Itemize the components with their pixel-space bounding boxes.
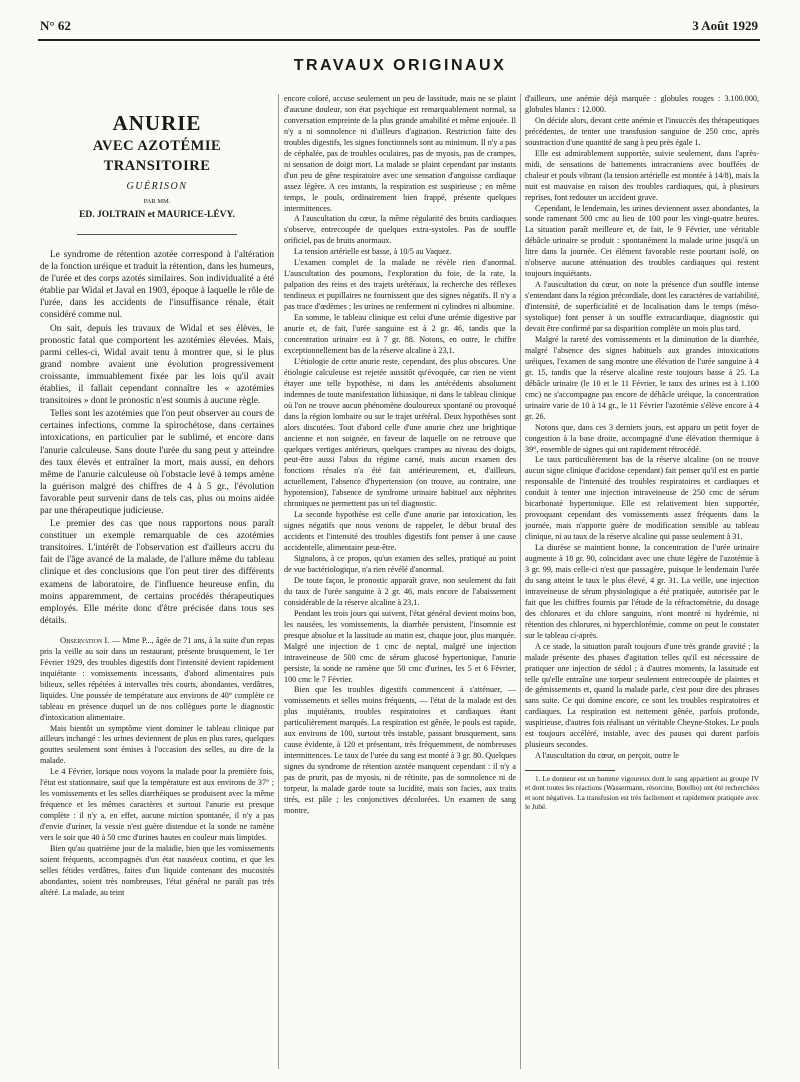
column-1	[40, 94, 274, 1074]
paragraph: L'examen complet de la malade ne révèle rien d'anormal. L'auscultation des poumons, l'exploration du foie, de la rate, la palpation des reins et des trajets urétéraux, la recherche des réflexes tendineux et pupillaires ne fournissent que des signes négatifs. Il n'y a pas trace d'œdèmes ; les urines ne renferment ni cylindres ni albumine.	[284, 258, 516, 312]
section-title: TRAVAUX ORIGINAUX	[293, 57, 507, 74]
paragraph: Elle est admirablement supportée, suivie seulement, dans l'après-midi, de sensations de battements intracraniens avec bouffées de chaleur et pouls vibrant (la tension artérielle est montée à 14/8), mais la nuit est mauvaise en raison des troubles cardiaques, qui, à plusieurs reprises, font redouter un accident grave.	[525, 148, 759, 202]
paragraph: Mais bientôt un symptôme vient dominer le tableau clinique par ailleurs inchangé : les urines deviennent de plus en plus rares, quelques gouttes seulement sont émises à l'occasion des selles, au dire de la malade.	[40, 723, 274, 766]
observation-heading: Observation I.	[60, 634, 110, 645]
paragraph: Le syndrome de rétention azotée correspond à l'altération de la fonction uréique et traduit la rétention, dans les humeurs, de l'urée et des corps azotés similaires. Son individualité a été établie par Widal et Javal en 1903, époque à laquelle le rôle de l'urée, dans les accidents de l'insuffisance rénale, était considéré comme nul.	[40, 250, 274, 321]
paragraph: On sait, depuis les travaux de Widal et ses élèves, le pronostic fatal que comportent les azotémies élevées. Mais, parmi celles-ci, Widal avait tenu à montrer que, si le plus grand nombre avaient une évolution progressivement croissante, immuablement fixée par les lois qu'il avait établies, il fallait cependant connaître les « azotémies transitoires » dont le pronostic n'est soumis à aucune règle.	[40, 323, 274, 407]
issue-number: N° 62	[40, 18, 71, 33]
title-rule	[77, 234, 237, 235]
paragraph: A l'auscultation du cœur, on perçoit, outre le	[535, 751, 679, 761]
paragraph: Malgré la rareté des vomissements et la diminution de la diarrhée, malgré l'absence des signes habituels aux grandes intoxications uréiques, l'examen de sang montre une élévation de l'urée sanguine à 4 gr. 15, tandis que la réserve alcaline reste toujours basse à 25. La débâcle urinaire (le 10 et le 11 Février, le taux des urines est à 1.100 cmc) ne s'accompagne pas encore de débâcle uréique, la concentration urinaire varie de 10 à 14 gr., le 11 Février l'azotémie s'élève encore à 4 gr. 26.	[525, 334, 759, 421]
paragraph: En somme, le tableau clinique est celui d'une urémie digestive par anurie et, de fait, l'urée sanguine est à 2 gr. 46, tandis que la concentration urinaire est à 7 gr. 88. Notons, en outre, le chiffre exceptionnellement bas de la réserve alcaline à 23,1.	[284, 313, 516, 355]
paragraph: Le 4 Février, lorsque nous voyons la malade pour la première fois, l'état est stationnaire, sauf que la température est aux environs de 37° ; les vomissements et les selles diarrhéiques se produisent avec la même fréquence et les mêmes caractères et surtout l'anurie est presque complète : il n'y a, en effet, aucune miction spontanée, il n'y a pas d'envie d'uriner, la vessie n'est guère distendue et la sonde ne ramène vers le soir que 40 à 50 cmc d'urines hautes en couleur mais limpides.	[40, 767, 274, 843]
issue-date: 3 Août 1929	[692, 18, 758, 33]
column-divider	[520, 94, 521, 1069]
paragraph: A l'auscultation du cœur, la même régularité des bruits cardiaques s'observe, entrecoupée de quelques extra-systoles. Pas de souffle orificiel, pas de bruits anormaux.	[284, 214, 516, 246]
paragraph: encore coloré, accuse seulement un peu de lassitude, mais ne se plaint d'aucune douleur, son état psychique est remarquablement normal, sa conversation empreinte de la plus grande amabilité et même enjouée. Il n'y a ni somnolence ni d'ailleurs d'agitation. Restriction faite des troubles digestifs, les signes fonctionnels sont au minimum. Il n'y a pas de céphalée, pas de troubles oculaires, pas de myosis, pas de crampes, ni sensation de doigt mort. La malade se plaint cependant par instants d'un peu de gêne respiratoire avec une sensation d'angoisse cardiaque assez légère. A ces instants, la respiration est suspirieuse ; en même temps, le pouls, ordinairement bien frappé, présente quelques intermittences.	[284, 94, 516, 213]
column-3	[525, 94, 759, 1074]
paragraph: Le premier des cas que nous rapportons nous paraît constituer un exemple remarquable de ces azotémies transitoires. L'intérêt de l'observation est d'ailleurs accru du fait de l'âge avancé de la malade, de l'allure même du tableau clinique et des conclusions que l'on peut tirer des différents examens de laboratoire, de l'influence heureuse enfin, du moins apparemment, de certains procédés thérapeutiques employés. Elle mérite donc d'être précisée dans tous ses détails.	[40, 519, 274, 626]
paragraph: A l'auscultation du cœur, on note la présence d'un souffle intense s'entendant dans la région précordiale, dont les caractères de variabilité, d'intensité, de superficialité et de localisation dans le temps (méso-systolique) font penser à un souffle extracardiaque, diagnostic qui devait être confirmé par sa disparition complète un mois plus tard.	[525, 280, 759, 334]
paragraph: Telles sont les azotémies que l'on peut observer au cours de certaines infections, comme la spirochétose, dans certaines intoxications, en particulier par le sublimé, et encore dans l'anurie calculeuse. Sans doute l'urée du sang peut y atteindre des taux élevés et entraîner la mort, mais aussi, en dehors même de l'anurie calculeuse où l'obstacle levé à temps amène la guérison malgré des chiffres de 4 à 5 gr., l'évolution favorable peut survenir dans de tels cas, plus ou moins aidée par une thérapeutique judicieuse.	[40, 409, 274, 516]
observation-text: — Mme P..., âgée de 71 ans, à la suite d'un repas pris la veille au soir dans un restaurant, présente brusquement, le 1er Février 1929, des troubles digestifs dont l'intensité devient rapidement inquiétante : vomissements incessants, d'abord alimentaires puis bilieux, selles répétées à intervalles très courts, abondantes, verdâtres, liquides. Une poussée de température aux environs de 40° complète ce tableau en présence duquel un de nos collègues porte le diagnostic d'intoxication alimentaire.	[40, 635, 274, 722]
observation-paragraph	[40, 635, 274, 724]
paragraph: La diurèse se maintient bonne, la concentration de l'urée urinaire augmente à 18 gr. 90, coïncidant avec une chute légère de l'azotémie à 3 gr. 99, mais celle-ci n'est que passagère, puisque le lendemain l'urée du sang atteint le taux le plus élevé, 4 gr. 31. La veille, une injection intraveineuse de sérum physiologique a été pratiquée, autorisée par le fait que les chiffres fournis par l'étude de la réfractométrie, du dosage des chlorures et du chlore sanguins, n'ont montré ni hydrémie, ni rétention des chlorures, ni hyperchlorémie, comme on peut le constater sur le tableau ci-après.	[525, 543, 759, 640]
article-subtitle: GUÉRISON	[126, 181, 188, 192]
running-header	[40, 18, 758, 36]
article-authors: ED. JOLTRAIN et MAURICE-LÉVY.	[79, 210, 235, 220]
paragraph: d'ailleurs, une anémie déjà marquée : globules rouges : 3.100.000, globules blancs : 12.000.	[525, 94, 759, 114]
article-title-line2: AVEC AZOTÉMIE TRANSITOIRE	[92, 138, 222, 174]
paragraph: On décide alors, devant cette anémie et l'insuccès des thérapeutiques précédentes, de tenter une transfusion sanguine de 250 cmc, après soustraction d'une quantité de sang à peu près égale 1.	[525, 115, 759, 147]
paragraph: L'étiologie de cette anurie reste, cependant, des plus obscures. Une étiologie calculeuse est rejetée aussitôt qu'évoquée, car rien ne vient étayer une telle hypothèse, ni dans les antécédents absolument indemnes de toute manifestation lithiasique, ni dans le tableau clinique où l'on ne trouve aucun phénomène douloureux spontané ou provoqué dans la région lombaire ou sur le trajet urétéral. Deux hypothèses sont alors discutées. Tout d'abord celle d'une anurie chez une brightique ancienne et non soignée, en faveur de laquelle on ne retrouve que quelques vertiges antérieurs, quelques crampes au niveau des doigts, peut-être aussi l'abus du régime carné, mais aucun examen des fonctions rénales n'a été fait antérieurement, et, d'ailleurs, actuellement, l'absence d'hypertension (on trouve, au contraire, une hypotension), l'absence de syndrome urinaire habituel aux néphrites chroniques ne permettent pas un tel diagnostic.	[284, 356, 516, 509]
paragraph: Pendant les trois jours qui suivent, l'état général devient moins bon, les nausées, les vomissements, la diarrhée persistent, l'insomnie est presque absolue et la lassitude au matin est, chaque jour, plus marquée. Malgré une injection de 1 cmc de neptal, malgré une injection intraveineuse de 500 cmc de sérum glucosé hypertonique, l'anurie persiste, la sonde ne ramène que 50 cmc d'urines, les 5 et 6 Février, 100 cmc le 7 Février.	[284, 608, 516, 684]
paragraph: Notons que, dans ces 3 derniers jours, est apparu un petit foyer de congestion à la base droite, accompagné d'une élévation thermique à 39°, ensemble de signes qui ont rapidement rétrocédé.	[525, 422, 759, 454]
column-2	[284, 94, 516, 1074]
paragraph: Signalons, à ce propos, qu'un examen des selles, pratiqué au point de vue bactériologique, n'a rien révélé d'anormal.	[284, 554, 516, 574]
by-label: PAR MM.	[143, 198, 171, 205]
paragraph: De toute façon, le pronostic apparaît grave, non seulement du fait du taux de l'urée sanguine à 2 gr. 46, mais encore de l'abaissement considérable de la réserve alcaline à 23,1.	[284, 575, 516, 607]
footnote: 1. Le donneur est un homme vigoureux dont le sang appartient au groupe IV et dont toutes les réactions (Wassermann, résorcine, Botelho) ont été recherchées et sont négatives. La transfusion est très facilement et rapidement pratiquée avec le Jubé.	[525, 775, 759, 811]
paragraph: La tension artérielle est basse, à 10/5 au Vaquez.	[294, 247, 452, 257]
header-rule	[38, 39, 760, 41]
paragraph: Le taux particulièrement bas de la réserve alcaline (on ne trouve aucun signe clinique d'acidose cependant) fait penser qu'il est en partie responsable de l'intensité des troubles respiratoires et cardiaques et conduit à tenter une injection intraveineuse de 250 cmc de sérum bicarbonaté hypertonique. Elle est relativement bien supportée, provoquant cependant des vomissements assez fréquents dans la journée, mais n'apporte guère de modification sensible au tableau clinique, ni au taux de la réserve alcaline qui passe seulement à 31.	[525, 455, 759, 542]
footnote-rule	[525, 770, 615, 771]
paragraph: A ce stade, la situation paraît toujours d'une très grande gravité ; la malade présente des phases d'agitation telles qu'il est nécessaire de pratiquer une injection de sédol ; à d'autres moments, la lassitude est telle qu'elle entraîne une torpeur seulement entrecoupée de plaintes et de gémissements et, quand la malade parle, c'est pour dire des phrases sans suite. Ce qui domine encore, ce sont les troubles respiratoires et cardiaques. La respiration est nettement gênée, parfois profonde, suspirieuse, d'autres fois réalisant un véritable Cheyne-Stokes. Le pouls est toujours accéléré, instable, avec des pauses qui durent parfois plusieurs secondes.	[525, 641, 759, 750]
paragraph: Bien que les troubles digestifs commencent à s'atténuer, — vomissements et selles moins fréquents, — l'état de la malade est des plus inquiétants, troubles respiratoires et cardiaques étant particulièrement marqués. La respiration est gênée, le pouls est rapide, aux environs de 100, surtout très instable, passant brusquement, sans cause évidente, à 120 et présentant, très fréquemment, de nombreuses intermittences. Le taux de l'urée du sang est monté à 3 gr. 80. Quelques signes du syndrome de rétention azotée manquent cependant : il n'y a pas de prurit, pas de myosis, ni de rétinite, pas de somnolence ni de torpeur, la malade garde toute sa lucidité, mais son facies, aux traits tirés, est pâle ; les conjonctives décolorées. Un examen de sang montre,	[284, 685, 516, 815]
article-heading	[40, 94, 274, 235]
column-divider	[278, 94, 279, 1069]
paragraph: Bien qu'au quatrième jour de la maladie, bien que les vomissements soient fréquents, accompagnés d'un état nauséeux continu, et que les selles fétides verdâtres, faites d'un liquide contenant des mucosités abondantes, soient très nombreuses, l'état général ne paraît pas très altéré. La malade, au teint	[40, 844, 274, 897]
paragraph: La seconde hypothèse est celle d'une anurie par intoxication, les signes négatifs que nous venons de rappeler, le début brutal des accidents et l'intensité des troubles digestifs font penser à une cause accidentelle, alimentaire peut-être.	[284, 510, 516, 553]
paragraph: Cependant, le lendemain, les urines deviennent assez abondantes, la sonde ramenant 500 cmc au lieu de 100 pour les vingt-quatre heures. La situation paraît meilleure et, de fait, le 9 Février, une véritable débâcle urinaire se produit : spontanément la malade urine jusqu'à un litre dans la journée. Cet élément favorable reste pourtant isolé, on n'observe aucune atténuation des troubles cardiaques qui restent toujours inquiétants.	[525, 203, 759, 279]
article-title: ANURIE	[112, 111, 202, 135]
